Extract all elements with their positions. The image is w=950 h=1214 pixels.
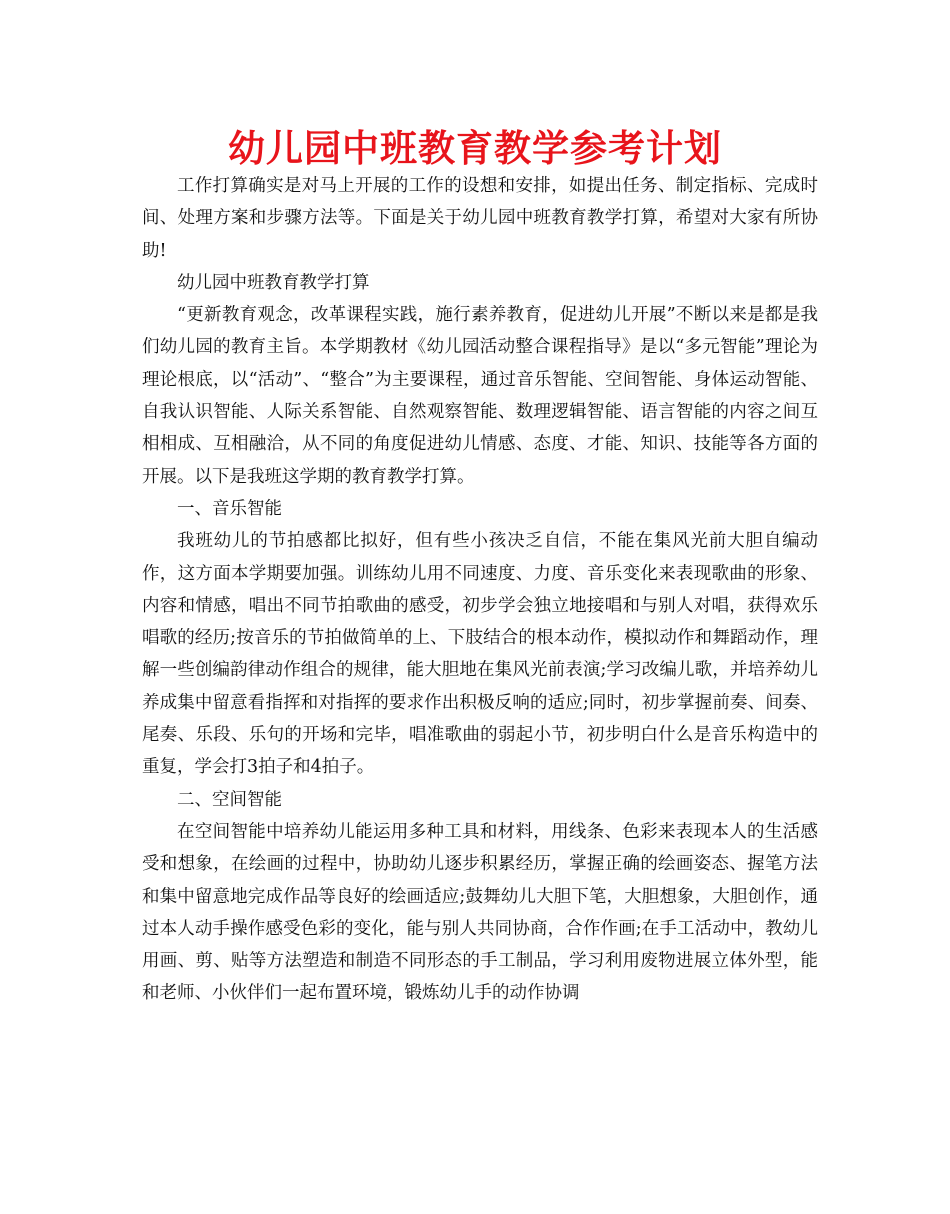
document-title: 幼儿园中班教育教学参考计划	[228, 126, 722, 170]
document-body	[142, 170, 818, 1010]
spatial-paragraph: 在空间智能中培养幼儿能运用多种工具和材料，用线条、色彩来表现本人的生活感受和想象，在绘画的过程中，协助幼儿逐步积累经历，掌握正确的绘画姿态、握笔方法和集中留意地完成作品等良好的绘画适应;鼓舞幼儿大胆下笔，大胆想象，大胆创作，通过本人动手操作感受色彩的变化，能与别人共同协商，合作作画;在手工活动中，教幼儿用画、剪、贴等方法塑造和制造不同形态的手工制品，学习利用废物进展立体外型，能和老师、小伙伴们一起布置环境，锻炼幼儿手的动作协调	[142, 821, 818, 1004]
spatial-heading: 二、空间智能	[177, 789, 282, 810]
music-heading: 一、音乐智能	[177, 498, 282, 519]
music-paragraph: 我班幼儿的节拍感都比拟好，但有些小孩决乏自信，不能在集风光前大胆自编动作，这方面本学期要加强。训练幼儿用不同速度、力度、音乐变化来表现歌曲的形象、内容和情感，唱出不同节拍歌曲的感受，初步学会独立地接唱和与别人对唱，获得欢乐唱歌的经历;按音乐的节拍做简单的上、下肢结合的根本动作，模拟动作和舞蹈动作，理解一些创编韵律动作组合的规律，能大胆地在集风光前表演;学习改编儿歌，并培养幼儿养成集中留意看指挥和对指挥的要求作出积极反响的适应;同时，初步掌握前奏、间奏、尾奏、乐段、乐句的开场和完毕，唱准歌曲的弱起小节，初步明白什么是音乐构造中的重复，学会打3拍子和4拍子。	[142, 531, 818, 778]
section-heading: 幼儿园中班教育教学打算	[177, 272, 370, 293]
overview-paragraph: “更新教育观念，改革课程实践，施行素养教育，促进幼儿开展”不断以来是都是我们幼儿园的教育主旨。本学期教材《幼儿园活动整合课程指导》是以“多元智能”理论为理论根底，以“活动”、“整合”为主要课程，通过音乐智能、空间智能、身体运动智能、自我认识智能、人际关系智能、自然观察智能、数理逻辑智能、语言智能的内容之间互相相成、互相融洽，从不同的角度促进幼儿情感、态度、才能、知识、技能等各方面的开展。以下是我班这学期的教育教学打算。	[142, 305, 818, 487]
intro-paragraph: 工作打算确实是对马上开展的工作的设想和安排，如提出任务、制定指标、完成时间、处理方案和步骤方法等。下面是关于幼儿园中班教育教学打算，希望对大家有所协助!	[142, 176, 818, 261]
